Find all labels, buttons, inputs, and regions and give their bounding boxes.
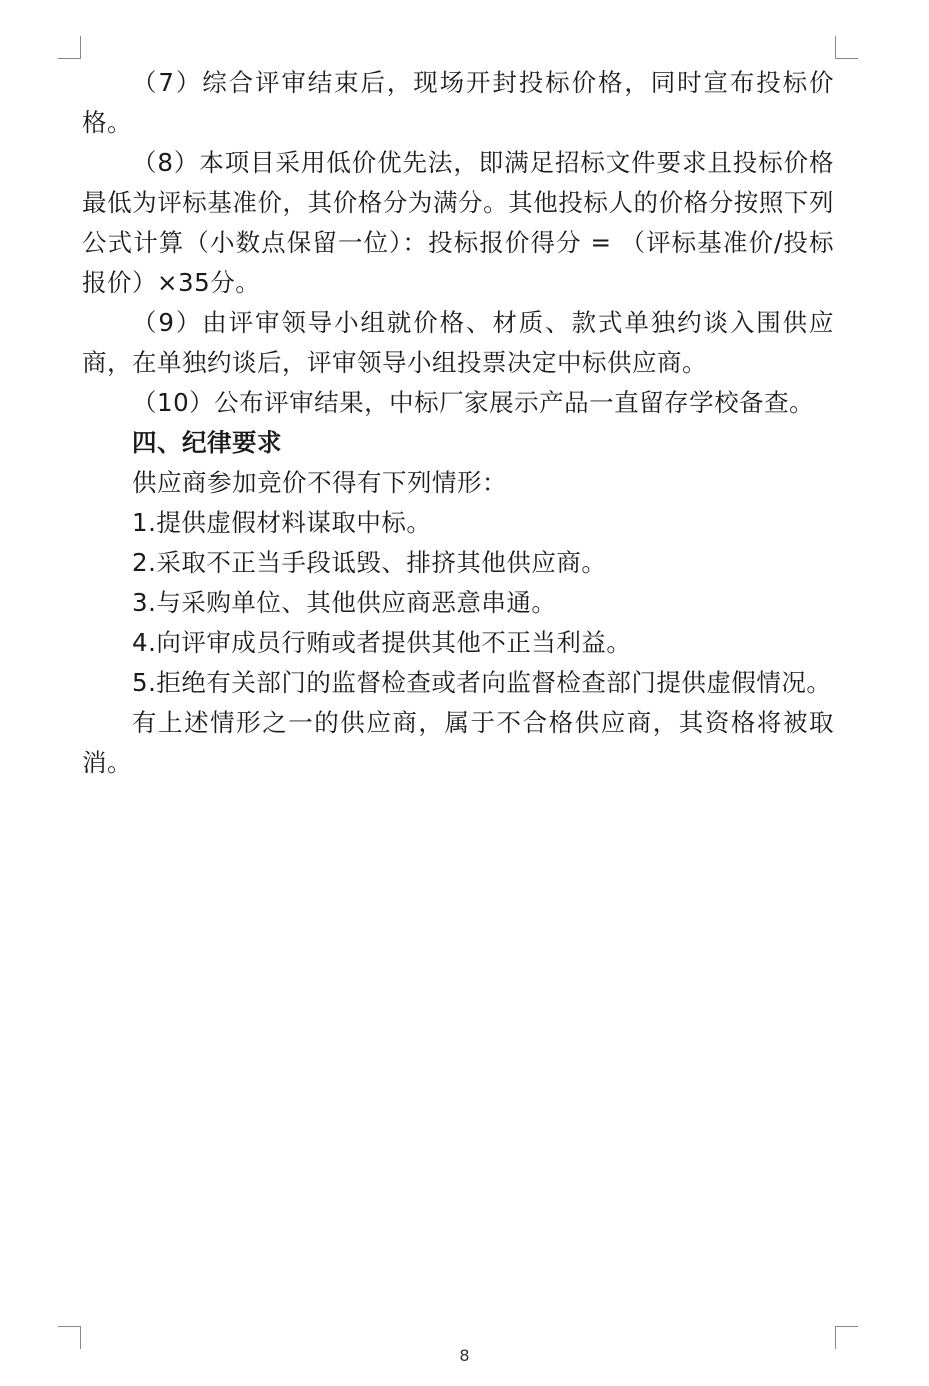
closing-paragraph: 有上述情形之一的供应商，属于不合格供应商，其资格将被取消。 <box>82 708 834 777</box>
paragraph-10: （10）公布评审结果，中标厂家展示产品一直留存学校备查。 <box>132 388 815 417</box>
section-heading: 四、纪律要求 <box>132 428 282 457</box>
list-item: 3.与采购单位、其他供应商恶意串通。 <box>132 588 557 617</box>
paragraph-9: （9）由评审领导小组就价格、材质、款式单独约谈入围供应商，在单独约谈后，评审领导小组投票决定中标供应商。 <box>82 308 834 377</box>
list-item: 5.拒绝有关部门的监督检查或者向监督检查部门提供虚假情况。 <box>132 668 832 697</box>
list-item: 4.向评审成员行贿或者提供其他不正当利益。 <box>132 628 632 657</box>
crop-mark-top-right <box>835 36 858 59</box>
paragraph-7: （7）综合评审结束后，现场开封投标价格，同时宣布投标价格。 <box>82 68 834 137</box>
intro-text: 供应商参加竞价不得有下列情形： <box>132 468 507 497</box>
document-body <box>82 63 834 783</box>
page-number: 8 <box>459 1346 470 1365</box>
crop-mark-top-left <box>58 36 81 59</box>
list-item: 1.提供虚假材料谋取中标。 <box>132 508 432 537</box>
paragraph-8: （8）本项目采用低价优先法，即满足招标文件要求且投标价格最低为评标基准价，其价格分为满分。其他投标人的价格分按照下列公式计算（小数点保留一位）：投标报价得分 = （评标基准价/投标报价）×35分。 <box>82 148 834 297</box>
list-item: 2.采取不正当手段诋毁、排挤其他供应商。 <box>132 548 607 577</box>
